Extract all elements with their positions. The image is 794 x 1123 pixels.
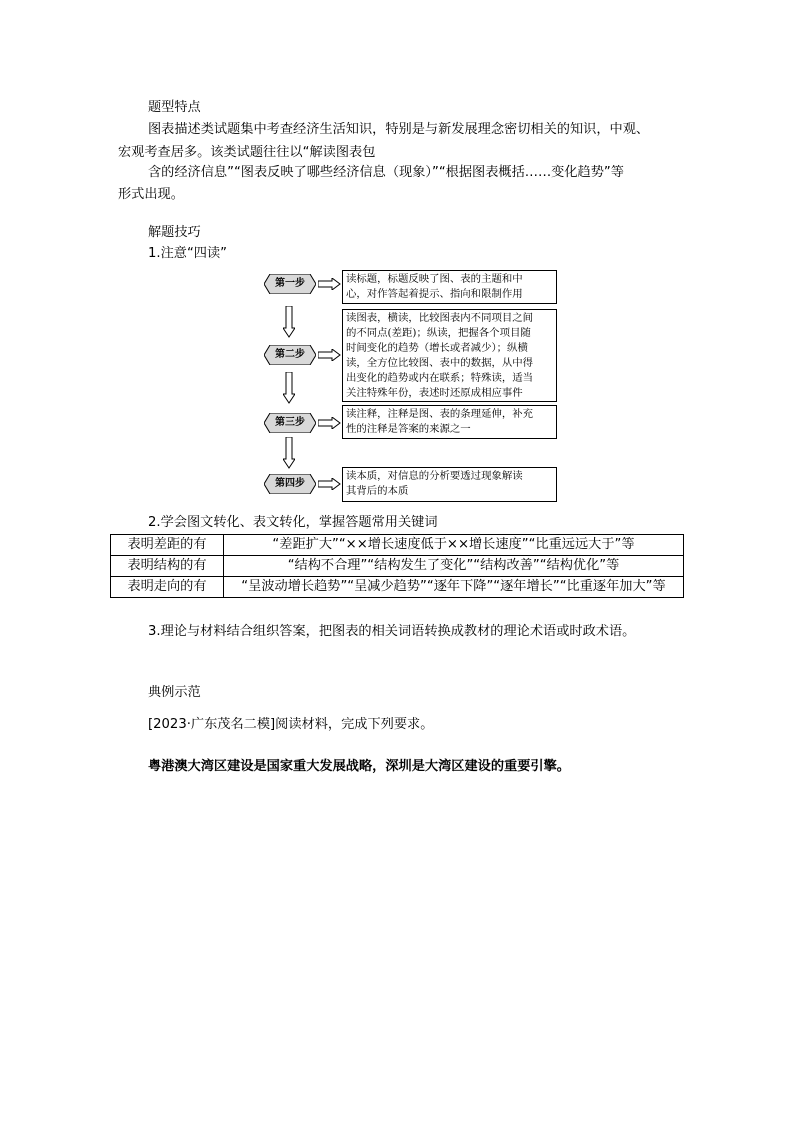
example-material: 粤港澳大湾区建设是国家重大发展战略，深圳是大湾区建设的重要引擎。 (148, 759, 570, 774)
step-3-line: 性的注释是答案的来源之一 (346, 423, 471, 435)
table-row (111, 535, 684, 556)
step-1-line: 读标题，标题反映了图、表的主题和中 (346, 273, 523, 285)
table-row-text: “呈波动增长趋势”“呈减少趋势”“逐年下降”“逐年增长”“比重逐年加大”等 (224, 577, 684, 598)
table-row-head: 表明差距的有 (111, 535, 224, 556)
step-2-line: 的不同点(差距)；纵读，把握各个项目随 (346, 327, 531, 339)
step-4-box (342, 467, 557, 502)
point-2: 2.学会图文转化、表文转化，掌握答题常用关键词 (148, 515, 438, 530)
step-2-line: 出变化的趋势或内在联系；特殊读，适当 (346, 372, 534, 384)
right-arrow-icon (318, 349, 342, 361)
right-arrow-icon (318, 478, 342, 490)
step-1-hexagon (264, 274, 316, 294)
step-2-line: 关注特殊年份，表述时还原成相应事件 (346, 387, 523, 399)
step-4-hexagon (264, 474, 316, 494)
down-arrow-icon (283, 437, 295, 469)
intro-line-3: 含的经济信息”“图表反映了哪些经济信息（现象）”“根据图表概括……变化趋势”等 (148, 165, 624, 180)
step-3-line: 读注释，注释是图、表的条理延伸，补充 (346, 408, 534, 420)
section-heading-jietijiqiao: 解题技巧 (148, 225, 201, 240)
step-1-line: 心，对作答起着提示、指向和限制作用 (346, 288, 523, 300)
step-2-box (342, 309, 557, 402)
step-3-hexagon (264, 413, 316, 433)
example-source: [2023·广东茂名二模]阅读材料，完成下列要求。 (148, 717, 434, 732)
down-arrow-icon (283, 306, 295, 338)
right-arrow-icon (318, 417, 342, 429)
step-1-label: 第一步 (275, 278, 305, 289)
table-row-head: 表明结构的有 (111, 556, 224, 577)
step-3-label: 第三步 (275, 417, 305, 428)
down-arrow-icon (283, 372, 295, 404)
step-1-box (342, 270, 557, 304)
keyword-table (110, 534, 684, 598)
right-arrow-icon (318, 278, 342, 290)
point-3: 3.理论与材料结合组织答案，把图表的相关词语转换成教材的理论术语或时政术语。 (148, 624, 636, 639)
step-2-line: 读，全方位比较图、表中的数据，从中得 (346, 357, 534, 369)
step-4-line: 读本质，对信息的分析要透过现象解读 (346, 470, 523, 482)
table-row-text: “差距扩大”“××增长速度低于××增长速度”“比重远远大于”等 (224, 535, 684, 556)
intro-line-2: 宏观考查居多。该类试题往往以“解读图表包 (118, 145, 376, 160)
table-row-text: “结构不合理”“结构发生了变化”“结构改善”“结构优化”等 (224, 556, 684, 577)
step-4-line: 其背后的本质 (346, 485, 409, 497)
intro-line-1: 图表描述类试题集中考查经济生活知识，特别是与新发展理念密切相关的知识，中观、 (148, 122, 650, 137)
table-row-head: 表明走向的有 (111, 577, 224, 598)
step-4-label: 第四步 (275, 478, 305, 489)
step-2-label: 第二步 (275, 349, 305, 360)
step-2-line: 读图表，横读，比较图表内不同项目之间 (346, 312, 534, 324)
intro-line-4: 形式出现。 (118, 187, 184, 202)
table-row (111, 556, 684, 577)
section-heading-tixingtedian: 题型特点 (148, 100, 201, 115)
step-2-line: 时间变化的趋势（增长或者减少）；纵横 (346, 342, 528, 354)
table-row (111, 577, 684, 598)
point-1: 1.注意“四读” (148, 246, 227, 261)
step-2-hexagon (264, 345, 316, 365)
step-3-box (342, 405, 557, 439)
section-heading-dianlishifan: 典例示范 (148, 685, 201, 700)
